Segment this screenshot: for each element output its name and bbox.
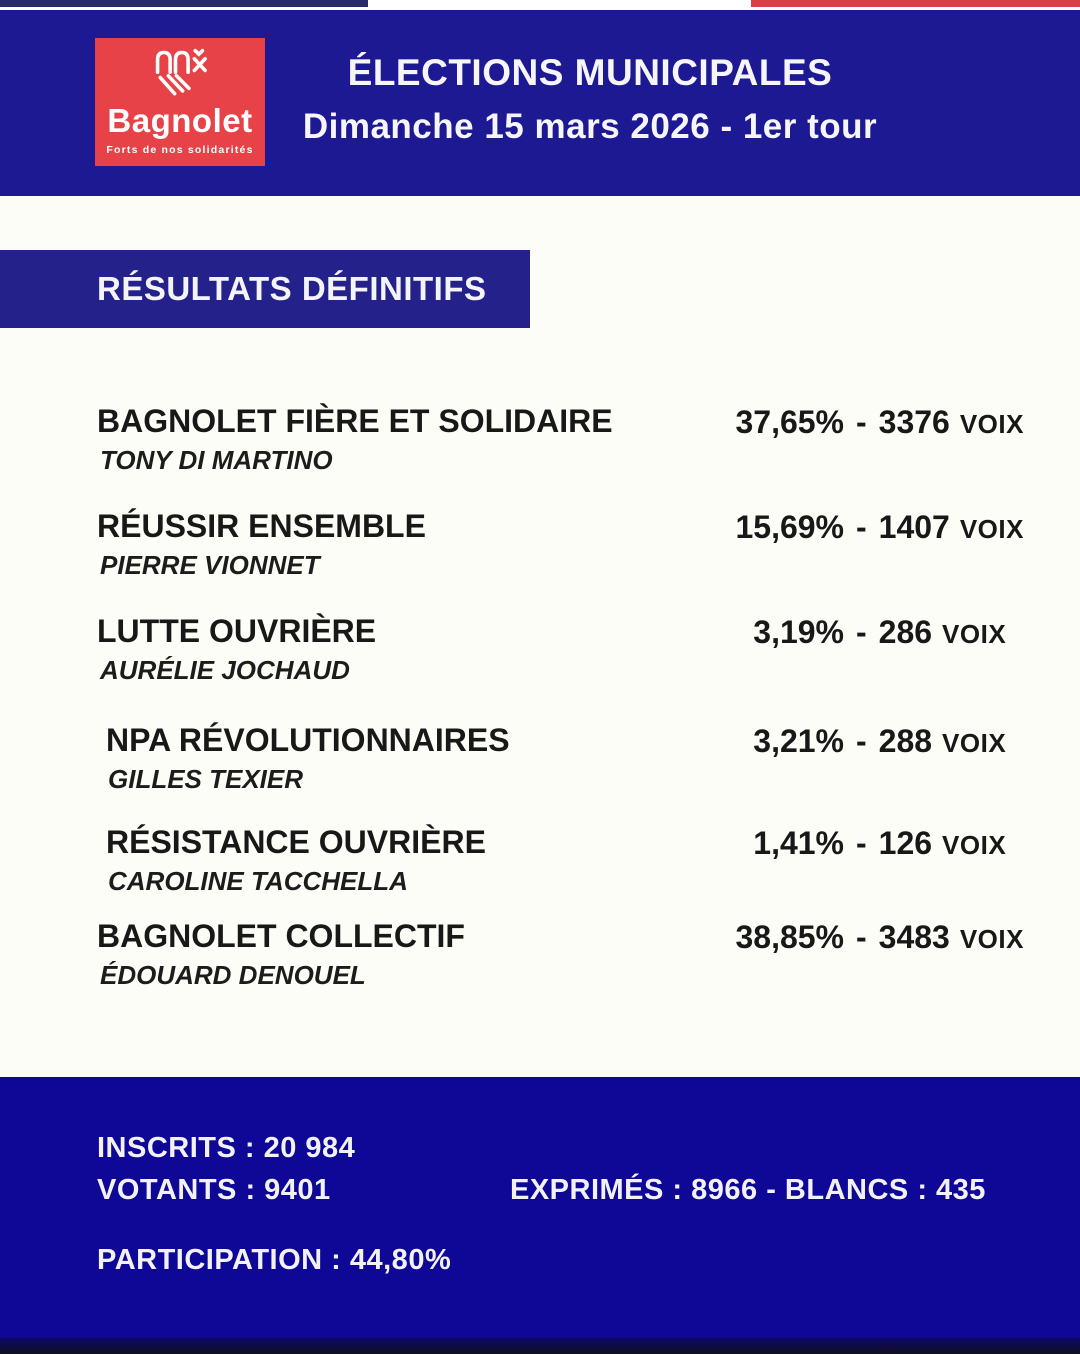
- voix-label: VOIX: [942, 619, 1007, 649]
- stat-inscrits: INSCRITS : 20 984: [97, 1132, 356, 1164]
- result-percent: 1,41%: [753, 825, 844, 861]
- result-separator: -: [856, 404, 867, 440]
- candidate-name: PIERRE VIONNET: [100, 550, 320, 580]
- result-votes: 3376: [878, 404, 950, 440]
- result-percent: 15,69%: [735, 509, 844, 545]
- result-separator: -: [856, 509, 867, 545]
- candidate-name: GILLES TEXIER: [108, 764, 304, 794]
- header-titles: [280, 54, 900, 144]
- result-votes: 286: [878, 614, 933, 650]
- page-subtitle: Dimanche 15 mars 2026 - 1er tour: [302, 107, 878, 146]
- header-band: [0, 10, 1080, 196]
- result-percent: 37,65%: [735, 404, 844, 440]
- result-votes: 126: [878, 825, 933, 861]
- result-figures: [712, 723, 1072, 760]
- result-percent: 3,19%: [753, 614, 844, 650]
- list-name: BAGNOLET FIÈRE ET SOLIDAIRE: [97, 403, 613, 439]
- candidate-name: CAROLINE TACCHELLA: [108, 866, 408, 896]
- list-name: NPA RÉVOLUTIONNAIRES: [106, 722, 510, 758]
- result-figures: [712, 825, 1072, 862]
- logo-city-name: Bagnolet: [107, 102, 253, 139]
- voix-label: VOIX: [959, 409, 1024, 439]
- result-percent: 3,21%: [753, 723, 844, 759]
- candidate-name: AURÉLIE JOCHAUD: [100, 655, 350, 685]
- results-banner: [0, 250, 530, 328]
- result-figures: [712, 614, 1072, 651]
- bagnolet-emblem-icon: [151, 46, 209, 102]
- list-name: LUTTE OUVRIÈRE: [97, 613, 377, 649]
- list-name: RÉSISTANCE OUVRIÈRE: [106, 824, 486, 860]
- tricolor-strip: [0, 0, 1080, 9]
- result-votes: 1407: [878, 509, 950, 545]
- bottom-dark-strip: [0, 1338, 1080, 1354]
- result-separator: -: [856, 614, 867, 650]
- result-votes: 3483: [878, 919, 950, 955]
- list-name: RÉUSSIR ENSEMBLE: [97, 508, 426, 544]
- result-votes: 288: [878, 723, 933, 759]
- stat-votants: VOTANTS : 9401: [97, 1174, 331, 1206]
- stat-participation: PARTICIPATION : 44,80%: [97, 1244, 452, 1276]
- footer-band: [0, 1077, 1080, 1338]
- result-separator: -: [856, 723, 867, 759]
- voix-label: VOIX: [959, 924, 1024, 954]
- result-figures: [712, 509, 1072, 546]
- candidate-name: ÉDOUARD DENOUEL: [100, 960, 366, 990]
- candidate-name: TONY DI MARTINO: [100, 445, 333, 475]
- bagnolet-logo: [95, 38, 265, 166]
- logo-tagline: Forts de nos solidarités: [106, 144, 254, 156]
- results-banner-label: RÉSULTATS DÉFINITIFS: [97, 270, 487, 307]
- list-name: BAGNOLET COLLECTIF: [97, 918, 465, 954]
- tricolor-red-segment: [751, 0, 1080, 7]
- result-figures: [712, 919, 1072, 956]
- voix-label: VOIX: [942, 830, 1007, 860]
- voix-label: VOIX: [942, 728, 1007, 758]
- voix-label: VOIX: [959, 514, 1024, 544]
- stat-exprimes-blancs: EXPRIMÉS : 8966 - BLANCS : 435: [510, 1174, 986, 1206]
- result-percent: 38,85%: [735, 919, 844, 955]
- result-figures: [712, 404, 1072, 441]
- page-title: ÉLECTIONS MUNICIPALES: [347, 52, 833, 93]
- tricolor-blue-segment: [0, 0, 368, 7]
- result-separator: -: [856, 825, 867, 861]
- result-separator: -: [856, 919, 867, 955]
